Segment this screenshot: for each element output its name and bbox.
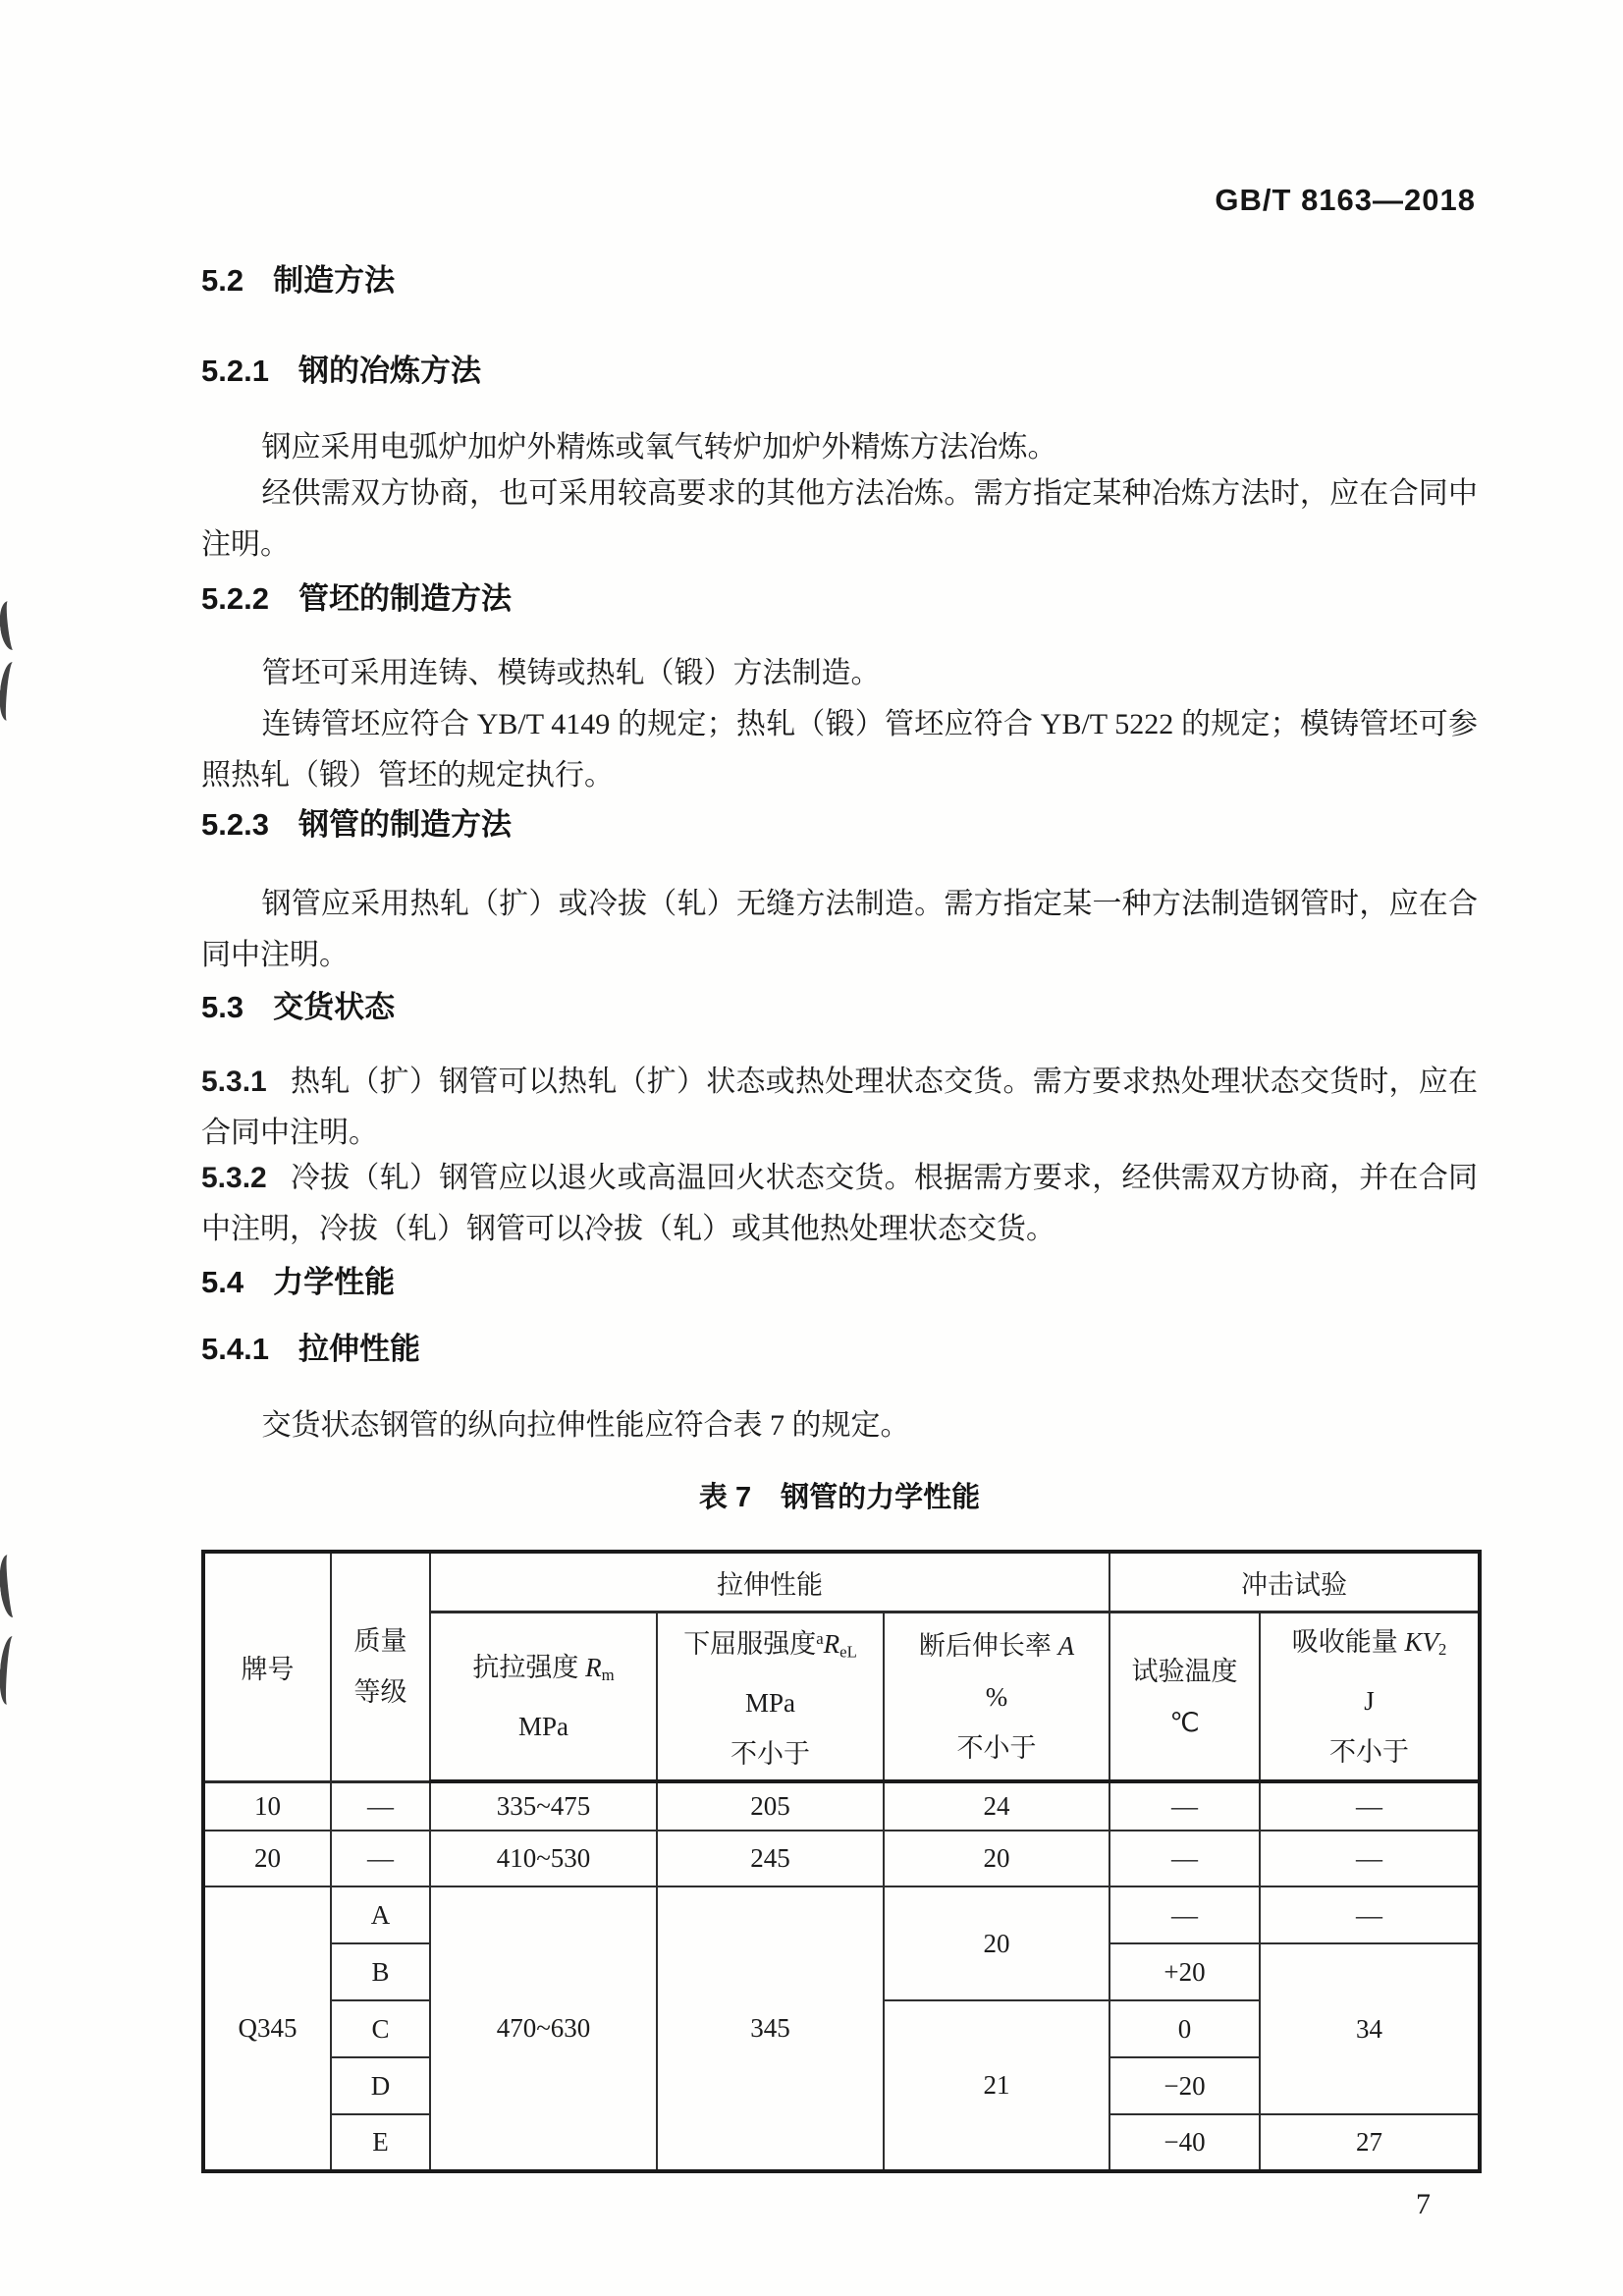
- cell-elongation-ab: 20: [884, 1886, 1109, 2000]
- col-header-grade: 牌号: [203, 1552, 331, 1781]
- cell-tensile-strength: 335~475: [430, 1781, 657, 1831]
- col-header-elongation: [884, 1613, 1109, 1782]
- kv-subscript: 2: [1437, 1639, 1447, 1659]
- cell-yield-strength: 345: [657, 1886, 884, 2171]
- rm-label: 抗拉强度: [472, 1652, 586, 1682]
- cell-grade: 20: [203, 1831, 331, 1886]
- section-heading-5-2-2: [201, 579, 1478, 619]
- group-header-impact: 冲击试验: [1109, 1552, 1480, 1613]
- cell-elongation-cde: 21: [884, 2000, 1109, 2171]
- scan-artifact: [0, 1554, 24, 1618]
- elong-symbol: A: [1057, 1630, 1075, 1661]
- cell-elongation: 20: [884, 1831, 1109, 1886]
- section-title: 钢的冶炼方法: [298, 354, 481, 388]
- section-number: 5.2.1: [201, 354, 269, 388]
- rel-label: 下屈服强度: [683, 1629, 817, 1660]
- section-heading-5-2-1: [201, 352, 1478, 391]
- section-number: 5.2: [201, 263, 244, 298]
- paragraph-5-4-1-a: 交货状态钢管的纵向拉伸性能应符合表 7 的规定。: [261, 1409, 910, 1442]
- rm-subscript: m: [601, 1665, 615, 1684]
- scan-artifact: [0, 1635, 22, 1705]
- cell-test-temperature: —: [1109, 1781, 1260, 1831]
- paragraph-5-2-1-a: 钢应采用电弧炉加炉外精炼或氧气转炉加炉外精炼方法冶炼。: [261, 431, 1057, 464]
- scan-artifact: [0, 600, 24, 651]
- col-header-tensile-strength: [430, 1613, 657, 1782]
- section-title: 交货状态: [273, 990, 396, 1024]
- section-title: 制造方法: [273, 263, 396, 298]
- kv-label: 吸收能量: [1291, 1626, 1405, 1657]
- rel-symbol: R: [823, 1629, 840, 1660]
- kv-symbol: KV: [1404, 1626, 1438, 1657]
- section-number: 5.3: [201, 990, 244, 1024]
- cell-tensile-strength: 470~630: [430, 1886, 657, 2171]
- table-row-grade-10: [203, 1781, 1480, 1831]
- table-7-mechanical-properties: [201, 1550, 1482, 2173]
- rel-subscript: eL: [839, 1642, 857, 1662]
- section-title: 拉伸性能: [298, 1332, 420, 1366]
- col-header-quality-line2: 等级: [353, 1677, 407, 1708]
- table-7-caption: [201, 1475, 1478, 1515]
- section-number: 5.2.3: [201, 807, 269, 842]
- temp-unit: ℃: [1169, 1707, 1200, 1737]
- table-header-group-row: [203, 1552, 1480, 1613]
- cell-yield-strength: 205: [657, 1781, 884, 1831]
- clause-text: 热轧（扩）钢管可以热轧（扩）状态或热处理状态交货。需方要求热处理状态交货时，应在合同中注明。: [201, 1066, 1478, 1149]
- paragraph-5-2-1-b: 经供需双方协商，也可采用较高要求的其他方法冶炼。需方指定某种冶炼方法时，应在合同中注明。: [201, 477, 1478, 561]
- clause-text: 冷拔（轧）钢管应以退火或高温回火状态交货。根据需方要求，经供需双方协商，并在合同中注明，冷拔（轧）钢管可以冷拔（轧）或其他热处理状态交货。: [201, 1162, 1478, 1245]
- cell-test-temperature: —: [1109, 1886, 1260, 1943]
- paragraph-5-2-2-a: 管坯可采用连铸、模铸或热轧（锻）方法制造。: [261, 657, 881, 689]
- section-title: 钢管的制造方法: [298, 807, 512, 842]
- elong-qualifier: 不小于: [956, 1732, 1037, 1763]
- col-header-quality: [331, 1552, 430, 1781]
- cell-yield-strength: 245: [657, 1831, 884, 1886]
- section-number: 5.4: [201, 1265, 244, 1299]
- clause-number: 5.3.2: [201, 1162, 267, 1194]
- section-heading-5-4-1: [201, 1330, 1478, 1369]
- cell-absorbed-energy: —: [1260, 1781, 1480, 1831]
- standard-number: GB/T 8163—2018: [1215, 183, 1476, 217]
- cell-test-temperature: −20: [1109, 2057, 1260, 2114]
- rel-qualifier: 不小于: [730, 1739, 810, 1770]
- elong-unit: %: [985, 1681, 1008, 1712]
- cell-tensile-strength: 410~530: [430, 1831, 657, 1886]
- col-header-quality-line1: 质量: [353, 1626, 407, 1657]
- col-header-absorbed-energy: [1260, 1613, 1480, 1782]
- cell-test-temperature: −40: [1109, 2114, 1260, 2171]
- rel-unit: MPa: [744, 1688, 795, 1719]
- section-heading-5-2-3: [201, 805, 1478, 845]
- elong-label: 断后伸长率: [918, 1630, 1058, 1661]
- cell-quality: —: [331, 1831, 430, 1886]
- table-row-grade-20: [203, 1831, 1480, 1886]
- paragraph-5-3-2: [201, 1153, 1478, 1255]
- cell-grade: 10: [203, 1781, 331, 1831]
- col-header-yield-strength: [657, 1613, 884, 1782]
- section-heading-5-4: [201, 1263, 1478, 1302]
- temp-label: 试验温度: [1131, 1656, 1238, 1686]
- cell-absorbed-energy: —: [1260, 1886, 1480, 1943]
- paragraph-5-2-3-a: 钢管应采用热轧（扩）或冷拔（轧）无缝方法制造。需方指定某一种方法制造钢管时，应在合同中注明。: [201, 888, 1478, 971]
- rel-footnote-marker: a: [816, 1629, 824, 1648]
- cell-quality: E: [331, 2114, 430, 2171]
- cell-quality: D: [331, 2057, 430, 2114]
- section-heading-5-2: [201, 261, 1478, 301]
- kv-qualifier: 不小于: [1329, 1736, 1410, 1767]
- kv-unit: J: [1364, 1685, 1375, 1716]
- table-caption-label: 表 7: [698, 1482, 752, 1513]
- section-heading-5-3: [201, 988, 1478, 1027]
- cell-quality: —: [331, 1781, 430, 1831]
- cell-test-temperature: 0: [1109, 2000, 1260, 2057]
- cell-grade-q345: Q345: [203, 1886, 331, 2171]
- cell-test-temperature: —: [1109, 1831, 1260, 1886]
- cell-quality: C: [331, 2000, 430, 2057]
- section-title: 管坯的制造方法: [298, 581, 512, 616]
- cell-elongation: 24: [884, 1781, 1109, 1831]
- rm-symbol: R: [585, 1652, 602, 1682]
- group-header-tensile: 拉伸性能: [430, 1552, 1109, 1613]
- section-number: 5.4.1: [201, 1332, 269, 1366]
- table-caption-title: 钢管的力学性能: [781, 1482, 981, 1513]
- cell-quality: B: [331, 1943, 430, 2000]
- cell-absorbed-energy: 27: [1260, 2114, 1480, 2171]
- cell-absorbed-energy-bcd: 34: [1260, 1943, 1480, 2114]
- cell-test-temperature: +20: [1109, 1943, 1260, 2000]
- scan-artifact: [0, 661, 23, 722]
- cell-absorbed-energy: —: [1260, 1831, 1480, 1886]
- section-title: 力学性能: [273, 1265, 396, 1299]
- paragraph-5-2-2-b: 连铸管坯应符合 YB/T 4149 的规定；热轧（锻）管坯应符合 YB/T 5222 的规定；模铸管坯可参照热轧（锻）管坯的规定执行。: [201, 708, 1478, 792]
- section-number: 5.2.2: [201, 581, 269, 616]
- col-header-test-temperature: [1109, 1613, 1260, 1782]
- rm-unit: MPa: [517, 1711, 568, 1741]
- table-row-q345-a: [203, 1886, 1480, 1943]
- paragraph-5-3-1: [201, 1057, 1478, 1159]
- clause-number: 5.3.1: [201, 1066, 267, 1098]
- cell-quality: A: [331, 1886, 430, 1943]
- page-number: 7: [1416, 2188, 1431, 2220]
